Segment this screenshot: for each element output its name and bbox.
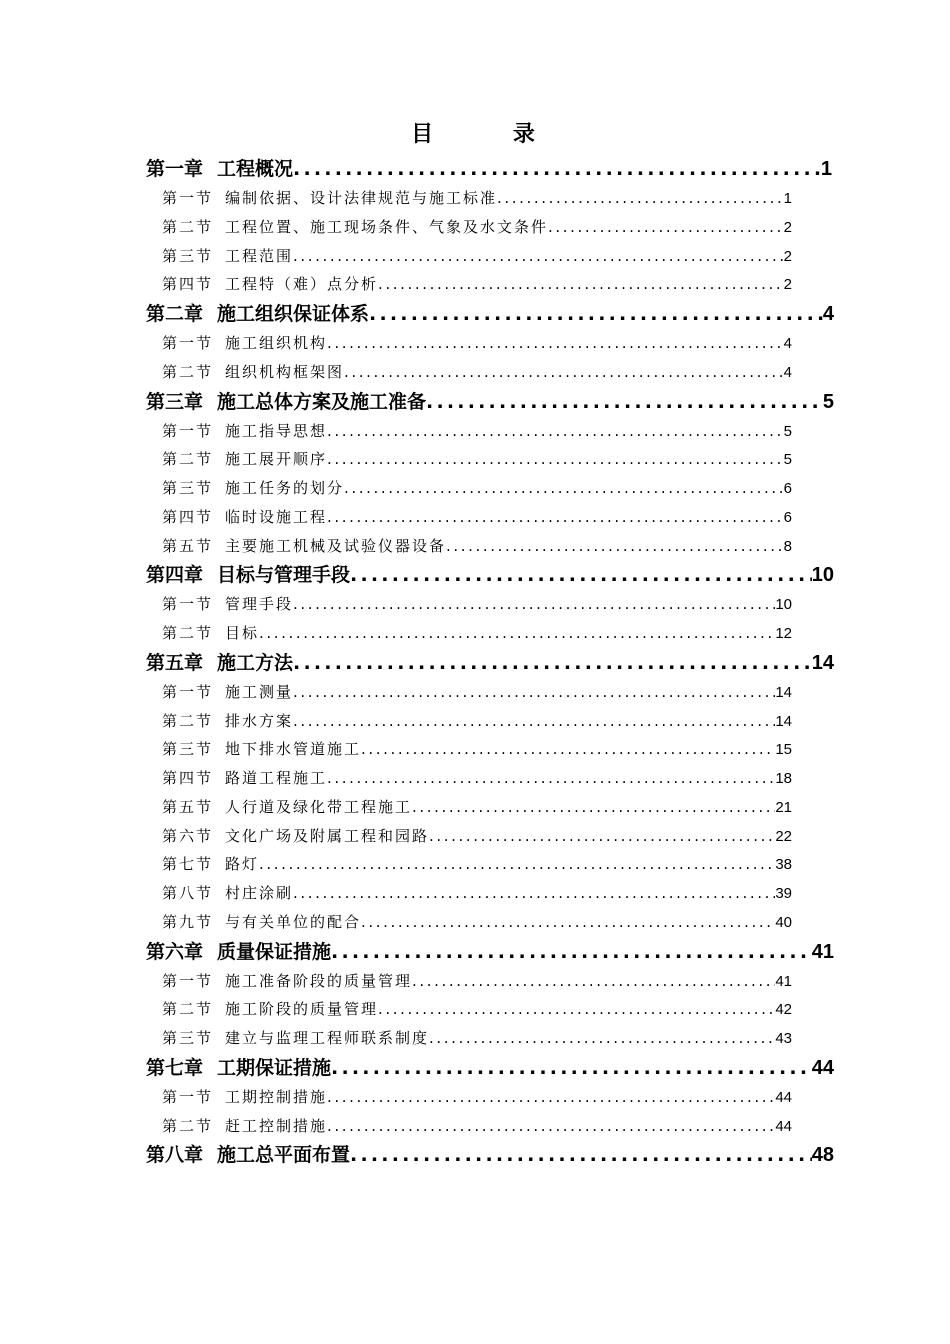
section-page-number: 22 — [775, 827, 792, 845]
section-number: 第一节 — [162, 189, 214, 207]
section-number: 第二节 — [162, 450, 214, 469]
dot-leader — [350, 560, 812, 590]
section-title: 施工测量 — [225, 682, 294, 701]
section-title: 目标 — [225, 624, 260, 642]
section-number: 第一节 — [162, 682, 214, 701]
toc-section-entry[interactable] — [0, 1083, 792, 1112]
section-number: 第一节 — [162, 971, 214, 990]
section-title: 管理手段 — [225, 595, 294, 614]
dot-leader — [344, 358, 784, 387]
section-page-number: 40 — [775, 913, 792, 931]
section-page-number: 42 — [775, 1001, 792, 1019]
dot-leader — [259, 850, 775, 879]
section-number: 第一节 — [162, 334, 214, 352]
toc-section-entry[interactable] — [0, 764, 792, 793]
section-title: 施工指导思想 — [225, 421, 328, 440]
dot-leader — [327, 445, 784, 474]
section-title: 施工任务的划分 — [225, 479, 345, 497]
dot-leader — [293, 242, 784, 271]
chapter-title: 施工总平面布置 — [217, 1144, 351, 1167]
section-title: 施工展开顺序 — [225, 450, 328, 469]
section-page-number: 4 — [783, 363, 792, 381]
section-number: 第四节 — [162, 275, 214, 294]
chapter-number: 第二章 — [146, 303, 204, 325]
section-number: 第八节 — [162, 884, 214, 902]
dot-leader — [327, 764, 775, 793]
section-number: 第五节 — [162, 536, 214, 555]
toc-chapter-entry[interactable] — [0, 299, 834, 329]
toc-section-entry[interactable] — [0, 967, 792, 996]
table-of-contents — [0, 154, 950, 1170]
section-page-number: 2 — [783, 218, 792, 236]
dot-leader — [361, 735, 775, 764]
toc-section-entry[interactable] — [0, 793, 792, 822]
chapter-page-number: 4 — [822, 303, 834, 325]
section-title: 工程范围 — [225, 246, 294, 265]
section-number: 第二节 — [162, 362, 214, 381]
section-number: 第三节 — [162, 1029, 214, 1047]
dot-leader — [331, 1053, 812, 1083]
section-page-number: 10 — [775, 596, 792, 614]
section-title: 临时设施工程 — [225, 507, 328, 526]
chapter-title: 目标与管理手段 — [217, 564, 351, 587]
dot-leader — [497, 184, 784, 213]
section-page-number: 5 — [783, 422, 792, 440]
toc-section-entry[interactable] — [0, 358, 792, 387]
section-page-number: 18 — [775, 770, 792, 787]
toc-chapter-entry[interactable] — [0, 560, 834, 590]
dot-leader — [350, 1140, 812, 1170]
section-page-number: 44 — [775, 1117, 792, 1135]
section-title: 编制依据、设计法律规范与施工标准 — [225, 189, 498, 207]
toc-section-entry[interactable] — [0, 417, 792, 446]
toc-chapter-entry[interactable] — [0, 154, 832, 184]
chapter-page-number: 1 — [820, 158, 832, 180]
section-number: 第二节 — [162, 217, 214, 236]
dot-leader — [378, 270, 784, 299]
section-title: 排水方案 — [225, 711, 294, 730]
chapter-number: 第五章 — [146, 651, 204, 674]
section-title: 路灯 — [225, 855, 260, 874]
section-number: 第五节 — [162, 797, 214, 816]
section-page-number: 43 — [775, 1030, 792, 1047]
section-title: 施工组织机构 — [225, 334, 328, 352]
dot-leader — [369, 299, 823, 329]
section-number: 第七节 — [162, 855, 214, 874]
section-page-number: 12 — [775, 625, 792, 642]
section-page-number: 41 — [775, 972, 792, 990]
toc-section-entry[interactable] — [0, 329, 792, 358]
section-page-number: 6 — [783, 480, 792, 497]
section-title: 文化广场及附属工程和园路 — [225, 826, 430, 845]
dot-leader — [293, 678, 775, 707]
section-number: 第一节 — [162, 421, 214, 440]
toc-section-entry[interactable] — [0, 735, 792, 764]
chapter-number: 第六章 — [146, 940, 204, 963]
chapter-page-number: 5 — [822, 390, 834, 413]
dot-leader — [412, 967, 775, 996]
section-number: 第二节 — [162, 1116, 214, 1135]
section-title: 与有关单位的配合 — [225, 912, 362, 931]
dot-leader — [426, 387, 823, 417]
section-page-number: 8 — [783, 537, 792, 555]
section-title: 组织机构框架图 — [225, 362, 345, 381]
dot-leader — [429, 822, 775, 851]
section-number: 第三节 — [162, 246, 214, 265]
section-number: 第一节 — [162, 595, 214, 614]
toc-section-entry[interactable] — [0, 590, 792, 619]
section-title: 施工准备阶段的质量管理 — [225, 971, 413, 990]
section-page-number: 15 — [775, 741, 792, 759]
chapter-number: 第三章 — [146, 390, 204, 413]
dot-leader — [412, 793, 775, 822]
section-page-number: 6 — [783, 508, 792, 526]
section-number: 第六节 — [162, 826, 214, 845]
toc-section-entry[interactable] — [0, 879, 792, 908]
section-title: 村庄涂刷 — [225, 884, 294, 902]
chapter-title: 施工方法 — [217, 651, 294, 674]
dot-leader — [429, 1024, 775, 1053]
section-number: 第一节 — [162, 1087, 214, 1106]
section-page-number: 38 — [775, 856, 792, 874]
section-page-number: 44 — [775, 1088, 792, 1106]
section-page-number: 21 — [775, 798, 792, 816]
section-title: 施工阶段的质量管理 — [225, 1000, 379, 1019]
section-number: 第三节 — [162, 740, 214, 759]
section-number: 第四节 — [162, 507, 214, 526]
toc-section-entry[interactable] — [0, 850, 792, 879]
toc-section-entry[interactable] — [0, 995, 792, 1024]
dot-leader — [327, 503, 784, 532]
section-title: 工期控制措施 — [225, 1087, 328, 1106]
section-title: 建立与监理工程师联系制度 — [225, 1029, 430, 1047]
chapter-title: 工期保证措施 — [217, 1056, 332, 1079]
chapter-title: 工程概况 — [217, 158, 294, 180]
toc-section-entry[interactable] — [0, 822, 792, 851]
toc-title: 目 录 — [411, 122, 571, 147]
toc-section-entry[interactable] — [0, 184, 792, 213]
toc-chapter-entry[interactable] — [0, 937, 834, 967]
dot-leader — [361, 908, 775, 937]
section-page-number: 2 — [783, 276, 792, 294]
dot-leader — [293, 590, 775, 619]
chapter-title: 质量保证措施 — [217, 940, 332, 963]
toc-section-entry[interactable] — [0, 503, 792, 532]
toc-section-entry[interactable] — [0, 1024, 792, 1053]
dot-leader — [293, 154, 821, 184]
dot-leader — [331, 937, 812, 967]
chapter-number: 第四章 — [146, 564, 204, 587]
section-title: 地下排水管道施工 — [225, 740, 362, 759]
dot-leader — [327, 1112, 775, 1141]
toc-chapter-entry[interactable] — [0, 648, 834, 678]
toc-section-entry[interactable] — [0, 908, 792, 937]
section-number: 第九节 — [162, 912, 214, 931]
dot-leader — [344, 474, 784, 503]
section-number: 第二节 — [162, 711, 214, 730]
section-number: 第二节 — [162, 1000, 214, 1019]
chapter-page-number: 14 — [811, 651, 834, 674]
dot-leader — [327, 417, 784, 446]
toc-chapter-entry[interactable] — [0, 1053, 834, 1083]
toc-section-entry[interactable] — [0, 270, 792, 299]
dot-leader — [548, 213, 784, 242]
section-page-number: 4 — [783, 335, 792, 352]
section-title: 人行道及绿化带工程施工 — [225, 797, 413, 816]
chapter-page-number: 48 — [811, 1144, 834, 1167]
dot-leader — [378, 995, 775, 1024]
chapter-title: 施工组织保证体系 — [217, 303, 370, 325]
section-number: 第四节 — [162, 769, 214, 787]
toc-section-entry[interactable] — [0, 213, 792, 242]
dot-leader — [327, 329, 784, 358]
section-title: 路道工程施工 — [225, 769, 328, 787]
toc-section-entry[interactable] — [0, 242, 792, 271]
chapter-page-number: 44 — [811, 1056, 834, 1079]
section-title: 赶工控制措施 — [225, 1116, 328, 1135]
toc-section-entry[interactable] — [0, 532, 792, 561]
toc-section-entry[interactable] — [0, 1112, 792, 1141]
toc-section-entry[interactable] — [0, 445, 792, 474]
dot-leader — [259, 619, 775, 648]
chapter-number: 第一章 — [146, 158, 204, 180]
dot-leader — [327, 1083, 775, 1112]
section-title: 工程特（难）点分析 — [225, 275, 379, 294]
toc-chapter-entry[interactable] — [0, 1140, 834, 1170]
section-number: 第三节 — [162, 479, 214, 497]
dot-leader — [293, 648, 812, 678]
chapter-title: 施工总体方案及施工准备 — [217, 390, 427, 413]
section-page-number: 14 — [775, 683, 792, 701]
chapter-number: 第七章 — [146, 1056, 204, 1079]
chapter-page-number: 10 — [811, 564, 834, 587]
dot-leader — [293, 879, 775, 908]
section-title: 工程位置、施工现场条件、气象及水文条件 — [225, 217, 549, 236]
toc-section-entry[interactable] — [0, 678, 792, 707]
section-number: 第二节 — [162, 624, 214, 642]
dot-leader — [293, 707, 775, 736]
chapter-page-number: 41 — [811, 940, 834, 963]
section-page-number: 1 — [783, 190, 792, 207]
toc-section-entry[interactable] — [0, 619, 792, 648]
section-page-number: 2 — [783, 247, 792, 265]
toc-section-entry[interactable] — [0, 474, 792, 503]
section-page-number: 5 — [783, 451, 792, 469]
dot-leader — [446, 532, 784, 561]
toc-chapter-entry[interactable] — [0, 387, 834, 417]
chapter-number: 第八章 — [146, 1144, 204, 1167]
section-page-number: 39 — [775, 885, 792, 902]
section-title: 主要施工机械及试验仪器设备 — [225, 536, 447, 555]
toc-section-entry[interactable] — [0, 707, 792, 736]
section-page-number: 14 — [775, 712, 792, 730]
